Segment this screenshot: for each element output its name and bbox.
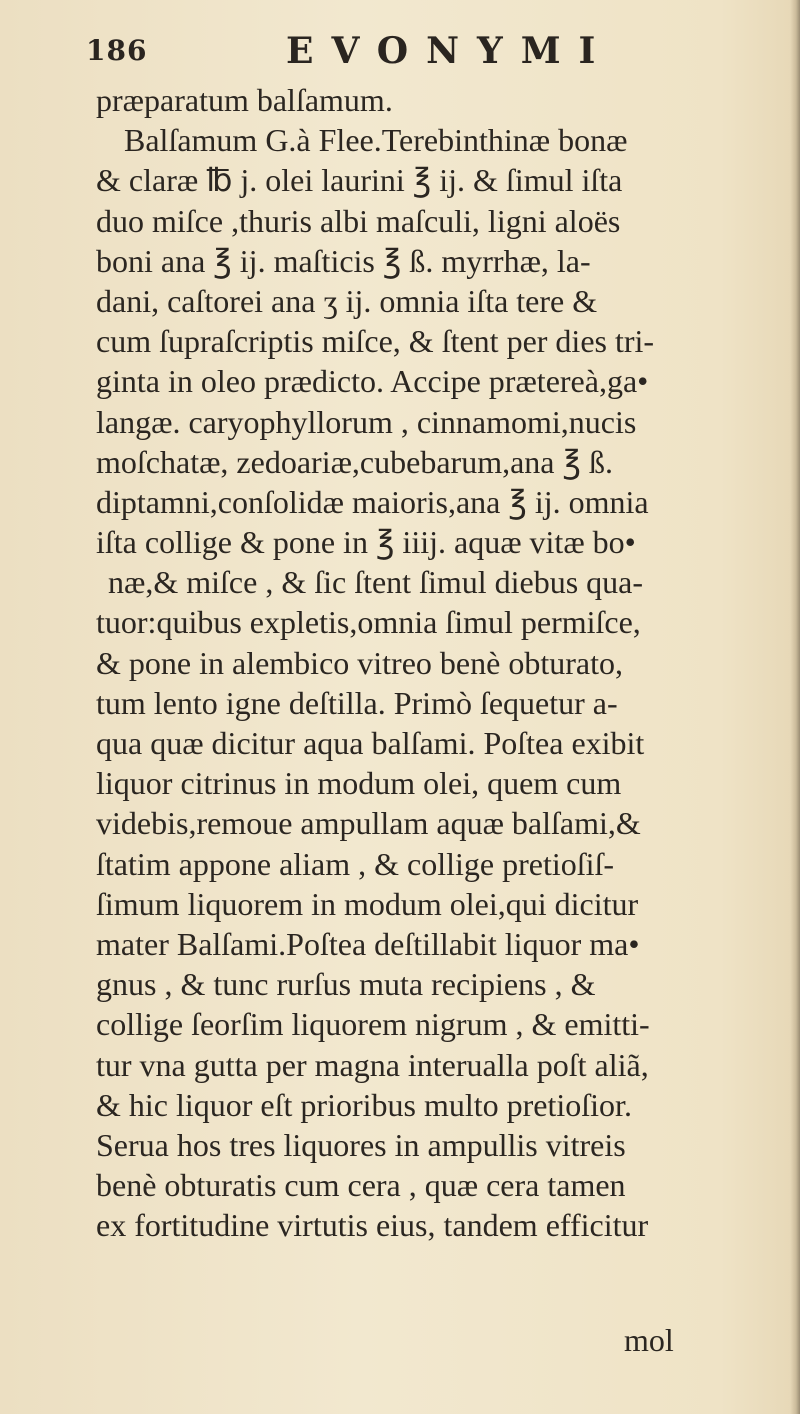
text-line: benè obturatis cum cera , quæ cera tamen [96,1167,626,1204]
running-title: EVONYMI [286,30,614,72]
text-line: cum ſupraſcriptis miſce, & ſtent per dies tri- [96,323,655,360]
text-line: videbis,remoue ampullam aquæ balſami,& [96,805,641,842]
text-line: & claræ ℔ j. olei laurini ℥ ij. & ſimul iſta [96,162,623,199]
text-line: Balſamum G.à Flee.Terebinthinæ bonæ [124,122,628,159]
text-line: Serua hos tres liquores in ampullis vitreis [96,1126,626,1163]
text-line: iſta collige & pone in ℥ iiij. aquæ vitæ bo• [96,524,636,561]
catchword: mol [624,1322,674,1358]
text-line: præparatum balſamum. [96,82,393,118]
text-line: collige ſeorſim liquorem nigrum , & emitti- [96,1006,650,1043]
text-line: gnus , & tunc rurſus muta recipiens , & [96,966,596,1003]
text-line: liquor citrinus in modum olei, quem cum [96,765,622,802]
text-line: diptamni,conſolidæ maioris,ana ℥ ij. omnia [96,483,649,520]
text-line: mater Balſami.Poſtea deſtillabit liquor ma• [96,925,640,962]
text-line: moſchatæ, zedoariæ,cubebarum,ana ℥ ß. [96,443,613,480]
text-line: langæ. caryophyllorum , cinnamomi,nucis [96,403,637,440]
text-line: qua quæ dicitur aqua balſami. Poſtea exibit [96,725,645,761]
text-line: ex fortitudine virtutis eius, tandem efficitur [96,1207,649,1244]
text-line: ſtatim appone aliam , & collige pretioſiſ- [96,845,615,882]
text-line: dani, caſtorei ana ʒ ij. omnia iſta tere & [96,282,598,319]
page-gutter-shadow [790,0,800,1414]
text-line: & hic liquor eſt prioribus multo pretioſior. [96,1086,632,1123]
page-header [86,22,776,72]
text-line: tum lento igne deſtilla. Primò ſequetur a- [96,684,618,721]
text-line: & pone in alembico vitreo benè obturato, [96,644,623,681]
text-line: tuor:quibus expletis,omnia ſimul permiſce, [96,604,641,641]
text-line: ginta in oleo prædicto. Accipe prætereà,ga• [96,363,649,400]
text-line: næ,& miſce , & ſic ſtent ſimul diebus qua- [108,564,644,601]
text-line: duo miſce ,thuris albi maſculi, ligni aloës [96,202,621,239]
page-number: 186 [86,34,148,67]
text-line: tur vna gutta per magna interualla poſt aliã, [96,1046,649,1083]
body-text [96,80,786,1245]
text-line: ſimum liquorem in modum olei,qui dicitur [96,885,639,922]
text-line: boni ana ℥ ij. maſticis ℥ ß. myrrhæ, la- [96,242,591,279]
